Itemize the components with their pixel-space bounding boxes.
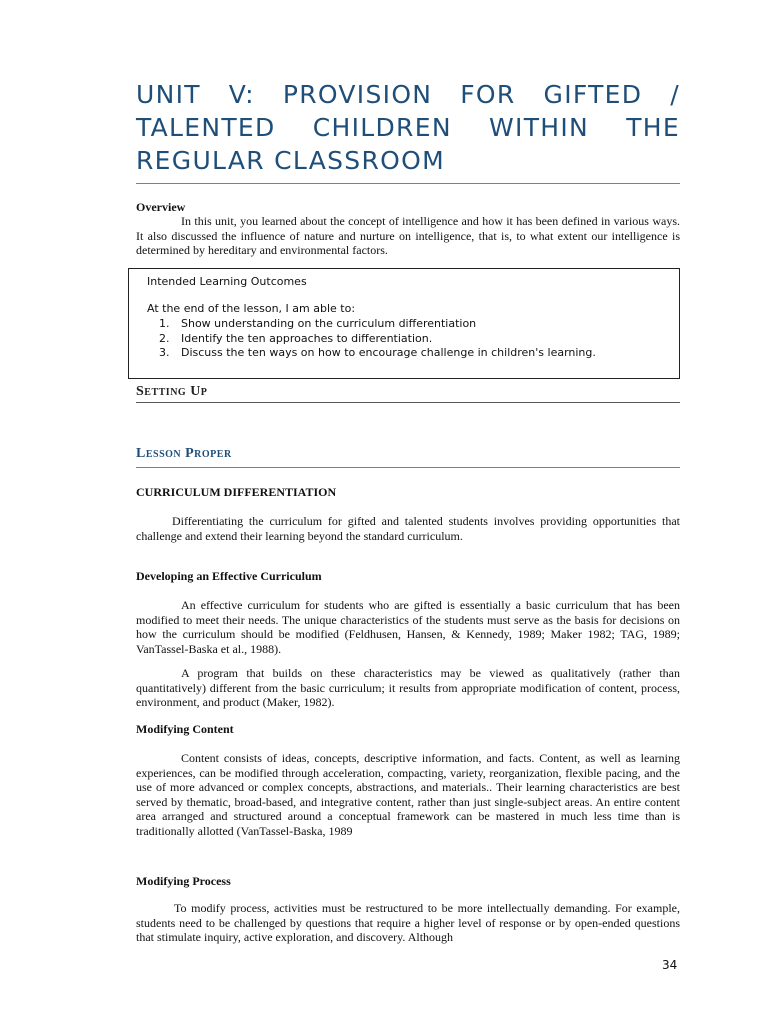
unit-title-line-2: TALENTED CHILDREN WITHIN THE bbox=[136, 113, 680, 142]
lesson-proper-divider bbox=[136, 467, 680, 468]
overview-text: In this unit, you learned about the concept of intelligence and how it has been defined in various ways. It also discussed the influence of nature and nurture on intelligence, that is, to what extent our intelligence is determined by hereditary and environmental factors. bbox=[136, 214, 680, 258]
outcomes-intro: At the end of the lesson, I am able to: bbox=[147, 302, 356, 315]
outcomes-title: Intended Learning Outcomes bbox=[147, 275, 307, 288]
curriculum-text: Differentiating the curriculum for gifted and talented students involves providing opportunities that challenge and extend their learning beyond the standard curriculum. bbox=[136, 514, 680, 543]
outcome-text: Discuss the ten ways on how to encourage challenge in children's learning. bbox=[181, 346, 596, 359]
unit-title bbox=[136, 78, 680, 177]
modifying-process-heading: Modifying Process bbox=[136, 874, 231, 888]
outcomes-list bbox=[159, 317, 596, 361]
learning-outcomes-box bbox=[128, 268, 680, 379]
effective-curriculum-heading: Developing an Effective Curriculum bbox=[136, 569, 322, 583]
modifying-content-heading: Modifying Content bbox=[136, 722, 234, 736]
page-number: 34 bbox=[662, 958, 678, 972]
unit-title-line-1: UNIT V: PROVISION FOR GIFTED / bbox=[136, 80, 680, 109]
modifying-process-text: To modify process, activities must be restructured to be more intellectually demanding. For example, students need to be challenged by questions that require a higher level of response or by open-ended questions that stimulate inquiry, active exploration, and discovery. Although bbox=[136, 901, 680, 945]
overview-heading: Overview bbox=[136, 200, 186, 214]
outcome-number: 2. bbox=[159, 331, 170, 345]
outcome-item bbox=[159, 346, 596, 361]
effective-curriculum-para-1: An effective curriculum for students who are gifted is essentially a basic curriculum that has been modified to meet their needs. The unique characteristics of the students must serve as the basis for decisions on how the curriculum should be modified (Feldhusen, Hansen, & Kennedy, 1989; Maker 1982; TAG, 1989; VanTassel-Baska et al., 1988). bbox=[136, 598, 680, 656]
outcome-text: Identify the ten approaches to differentiation. bbox=[181, 331, 433, 345]
outcome-number: 3. bbox=[159, 346, 170, 359]
modifying-content-text: Content consists of ideas, concepts, descriptive information, and facts. Content, as well as learning experiences, can be modified through acceleration, compacting, variety, reorganization, flexible pacing, and the use of more advanced or complex concepts, abstractions, and materials.. Their learning characteristics are best served by thematic, broad-based, and integrative content, rather than just single-subject areas. An entire content area arranged and structured around a conceptual framework can be mastered in much less time than is traditionally allotted (VanTassel-Baska, 1989 bbox=[136, 751, 680, 838]
curriculum-heading: CURRICULUM DIFFERENTIATION bbox=[136, 485, 337, 499]
outcome-text: Show understanding on the curriculum differentiation bbox=[181, 317, 477, 330]
title-divider bbox=[136, 183, 680, 184]
setting-up-heading: Setting Up bbox=[136, 384, 208, 399]
outcome-item bbox=[159, 332, 596, 347]
outcome-item bbox=[159, 317, 596, 332]
unit-title-line-3: REGULAR CLASSROOM bbox=[136, 146, 445, 175]
setting-up-divider bbox=[136, 402, 680, 403]
lesson-proper-heading: Lesson Proper bbox=[136, 446, 232, 461]
outcome-number: 1. bbox=[159, 317, 170, 330]
effective-curriculum-para-2: A program that builds on these characteristics may be viewed as qualitatively (rather than quantitatively) different from the basic curriculum; it results from appropriate modification of content, process, environment, and product (Maker, 1982). bbox=[136, 666, 680, 710]
